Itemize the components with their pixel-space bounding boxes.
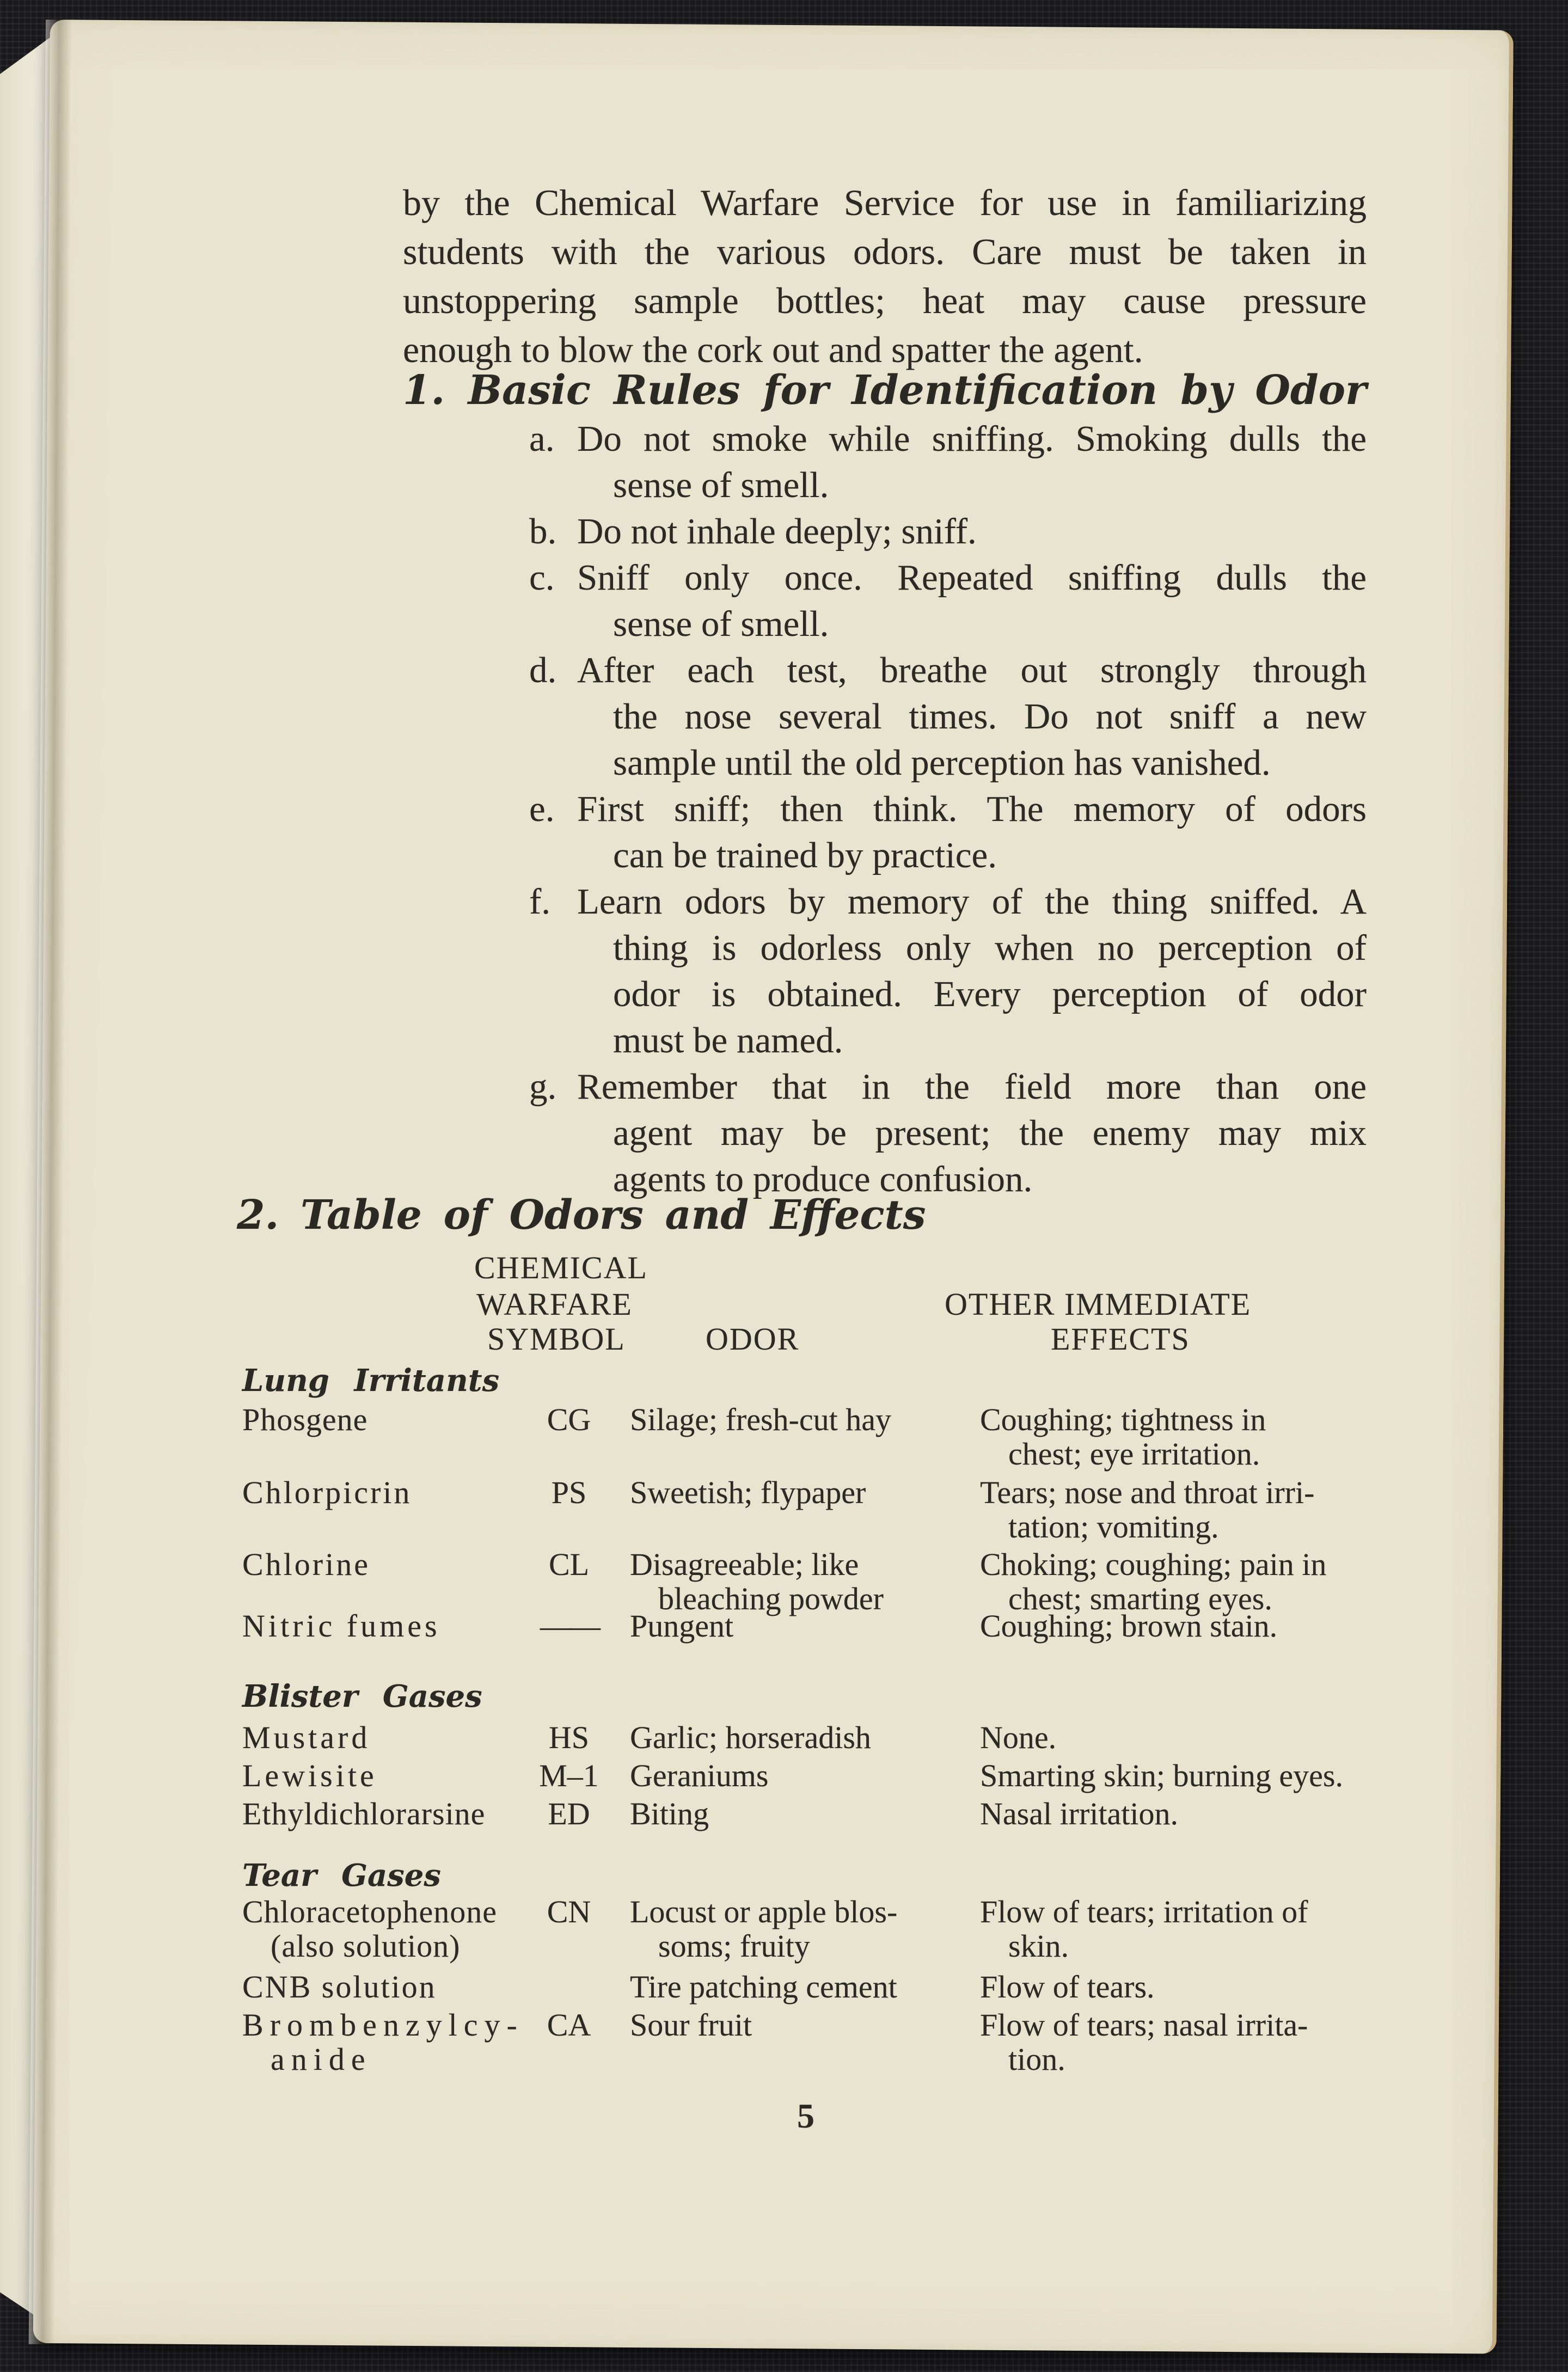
effects-line: Flow of tears.: [980, 1969, 1155, 2005]
intro-paragraph: [403, 178, 1367, 374]
agent-cell: [242, 1720, 536, 1755]
agent-line: Chlorine: [242, 1547, 370, 1582]
group-heading: Tear Gases: [242, 1858, 441, 1893]
agent-cell: [242, 1797, 536, 1831]
odor-line: Pungent: [630, 1608, 734, 1644]
rule-item-line: First sniff; then think. The memory of odors: [577, 789, 1367, 829]
agent-line: (also solution): [271, 1928, 461, 1964]
symbol-cell: CA: [547, 2007, 591, 2043]
colhead-chemical: CHEMICAL: [474, 1250, 648, 1285]
rule-item-line: Do not smoke while sniffing. Smoking dulls the: [577, 419, 1367, 459]
agent-cell: [242, 1609, 536, 1643]
group-heading: Lung Irritants: [242, 1363, 500, 1399]
effects-line: Tears; nose and throat irri-: [980, 1475, 1315, 1510]
rule-item-line: Remember that in the field more than one: [577, 1067, 1367, 1107]
agent-line: Brombenzylcy-: [242, 2007, 524, 2043]
effects-line: chest; eye irritation.: [1008, 1436, 1260, 1472]
rule-item: [529, 416, 1367, 508]
odor-line: Geraniums: [630, 1758, 769, 1793]
rule-item-line: sample until the old perception has vanished.: [613, 743, 1271, 783]
agent-cell: [242, 2008, 536, 2076]
effects-line: None.: [980, 1720, 1057, 1755]
odor-line: Sweetish; flypaper: [630, 1475, 866, 1510]
rule-item: [529, 1064, 1367, 1203]
symbol-cell: ——: [540, 1608, 598, 1644]
rule-item-label: g.: [529, 1067, 557, 1107]
rule-item-line: agents to produce confusion.: [613, 1159, 1033, 1199]
intro-line: by the Chemical Warfare Service for use in familiarizing: [403, 182, 1367, 223]
agent-line: Chlorpicrin: [242, 1475, 412, 1510]
effects-cell: [980, 1895, 1397, 1963]
odor-cell: [630, 1895, 954, 1963]
rule-item: [529, 879, 1367, 1064]
symbol-cell: M–1: [539, 1758, 599, 1793]
rule-item-label: c.: [529, 557, 555, 598]
page-number: 5: [797, 2097, 814, 2135]
odor-line: Biting: [630, 1796, 709, 1831]
odor-line: Sour fruit: [630, 2007, 752, 2043]
effects-line: Flow of tears; irritation of: [980, 1894, 1308, 1929]
intro-line: enough to blow the cork out and spatter the agent.: [403, 329, 1143, 370]
symbol-cell: CG: [547, 1402, 591, 1437]
rule-item-line: agent may be present; the enemy may mix: [613, 1113, 1367, 1153]
symbol-cell: CL: [548, 1547, 590, 1582]
rule-item-line: the nose several times. Do not sniff a new: [613, 696, 1367, 737]
agent-line: anide: [271, 2042, 372, 2077]
effects-cell: [980, 1547, 1397, 1616]
effects-cell: [980, 1758, 1397, 1793]
odor-cell: [630, 1547, 954, 1616]
effects-line: Smarting skin; burning eyes.: [980, 1758, 1343, 1793]
colhead-warfare: WARFARE: [476, 1286, 633, 1322]
odor-line: Silage; fresh-cut hay: [630, 1402, 891, 1437]
odor-cell: [630, 1720, 954, 1755]
effects-cell: [980, 1797, 1397, 1831]
agent-line: Ethyldichlorarsine: [242, 1796, 486, 1831]
colhead-odor: ODOR: [706, 1321, 800, 1357]
agent-cell: [242, 1475, 536, 1510]
colhead-symbol: SYMBOL: [487, 1321, 626, 1357]
table-heading: 2. Table of Odors and Effects: [237, 1192, 926, 1239]
rule-item-line: Sniff only once. Repeated sniffing dulls the: [577, 557, 1367, 598]
colhead-effects: EFFECTS: [1051, 1321, 1190, 1357]
agent-cell: [242, 1895, 536, 1963]
rule-item-label: d.: [529, 650, 557, 690]
effects-line: chest; smarting eyes.: [1008, 1581, 1272, 1616]
effects-line: tion.: [1008, 2042, 1065, 2077]
effects-line: Coughing; brown stain.: [980, 1608, 1278, 1644]
rules-heading: 1. Basic Rules for Identification by Odor: [403, 367, 1367, 414]
rule-item-line: sense of smell.: [613, 604, 829, 644]
agent-line: Mustard: [242, 1720, 371, 1755]
rule-item-label: f.: [529, 881, 551, 922]
effects-cell: [980, 1402, 1397, 1471]
effects-cell: [980, 1970, 1397, 2004]
effects-cell: [980, 1609, 1397, 1643]
rule-item: [529, 786, 1367, 879]
rule-item-line: must be named.: [613, 1020, 843, 1061]
effects-line: Flow of tears; nasal irrita-: [980, 2007, 1308, 2043]
effects-cell: [980, 1720, 1397, 1755]
group-heading: Blister Gases: [242, 1678, 482, 1714]
agent-line: CNB solution: [242, 1969, 437, 2005]
agent-cell: [242, 1970, 536, 2004]
symbol-cell: HS: [548, 1720, 590, 1755]
agent-line: Nitric fumes: [242, 1608, 440, 1644]
symbol-cell: PS: [551, 1475, 587, 1510]
rule-item: [529, 508, 1367, 555]
odor-cell: [630, 1609, 954, 1643]
agent-cell: [242, 1547, 536, 1582]
rules-list: [529, 416, 1367, 1203]
symbol-cell: CN: [547, 1894, 591, 1929]
rule-item-line: can be trained by practice.: [613, 835, 997, 875]
rule-item-label: a.: [529, 419, 555, 459]
odor-line: bleaching powder: [658, 1581, 884, 1616]
agent-line: Lewisite: [242, 1758, 377, 1793]
effects-line: Coughing; tightness in: [980, 1402, 1266, 1437]
symbol-cell: ED: [548, 1796, 590, 1831]
rule-item-line: Do not inhale deeply; sniff.: [577, 511, 977, 551]
rule-item: [529, 647, 1367, 786]
odor-cell: [630, 1758, 954, 1793]
agent-line: Chloracetophenone: [242, 1894, 497, 1929]
odor-cell: [630, 1970, 954, 2004]
odor-cell: [630, 2008, 954, 2042]
agent-cell: [242, 1402, 536, 1437]
rule-item-line: odor is obtained. Every perception of odor: [613, 974, 1367, 1014]
colhead-other-immediate: OTHER IMMEDIATE: [945, 1286, 1252, 1322]
rule-item-label: b.: [529, 511, 557, 551]
effects-cell: [980, 1475, 1397, 1544]
rule-item-line: thing is odorless only when no perception of: [613, 928, 1367, 968]
odor-cell: [630, 1797, 954, 1831]
rule-item-line: sense of smell.: [613, 465, 829, 505]
odor-line: soms; fruity: [658, 1928, 810, 1964]
effects-line: Nasal irritation.: [980, 1796, 1179, 1831]
rule-item-label: e.: [529, 789, 555, 829]
odor-line: Tire patching cement: [630, 1969, 897, 2005]
effects-line: Choking; coughing; pain in: [980, 1547, 1327, 1582]
intro-line: students with the various odors. Care must be taken in: [403, 231, 1367, 272]
rule-item-line: After each test, breathe out strongly through: [577, 650, 1367, 690]
effects-cell: [980, 2008, 1397, 2076]
odor-cell: [630, 1475, 954, 1510]
odor-line: Locust or apple blos-: [630, 1894, 898, 1929]
agent-line: Phosgene: [242, 1402, 368, 1437]
agent-cell: [242, 1758, 536, 1793]
odor-cell: [630, 1402, 954, 1437]
odor-line: Garlic; horseradish: [630, 1720, 871, 1755]
effects-line: tation; vomiting.: [1008, 1509, 1219, 1544]
rule-item: [529, 555, 1367, 647]
rule-item-line: Learn odors by memory of the thing sniffed. A: [577, 881, 1367, 922]
odor-line: Disagreeable; like: [630, 1547, 859, 1582]
intro-line: unstoppering sample bottles; heat may cause pressure: [403, 280, 1367, 321]
effects-line: skin.: [1008, 1928, 1069, 1964]
